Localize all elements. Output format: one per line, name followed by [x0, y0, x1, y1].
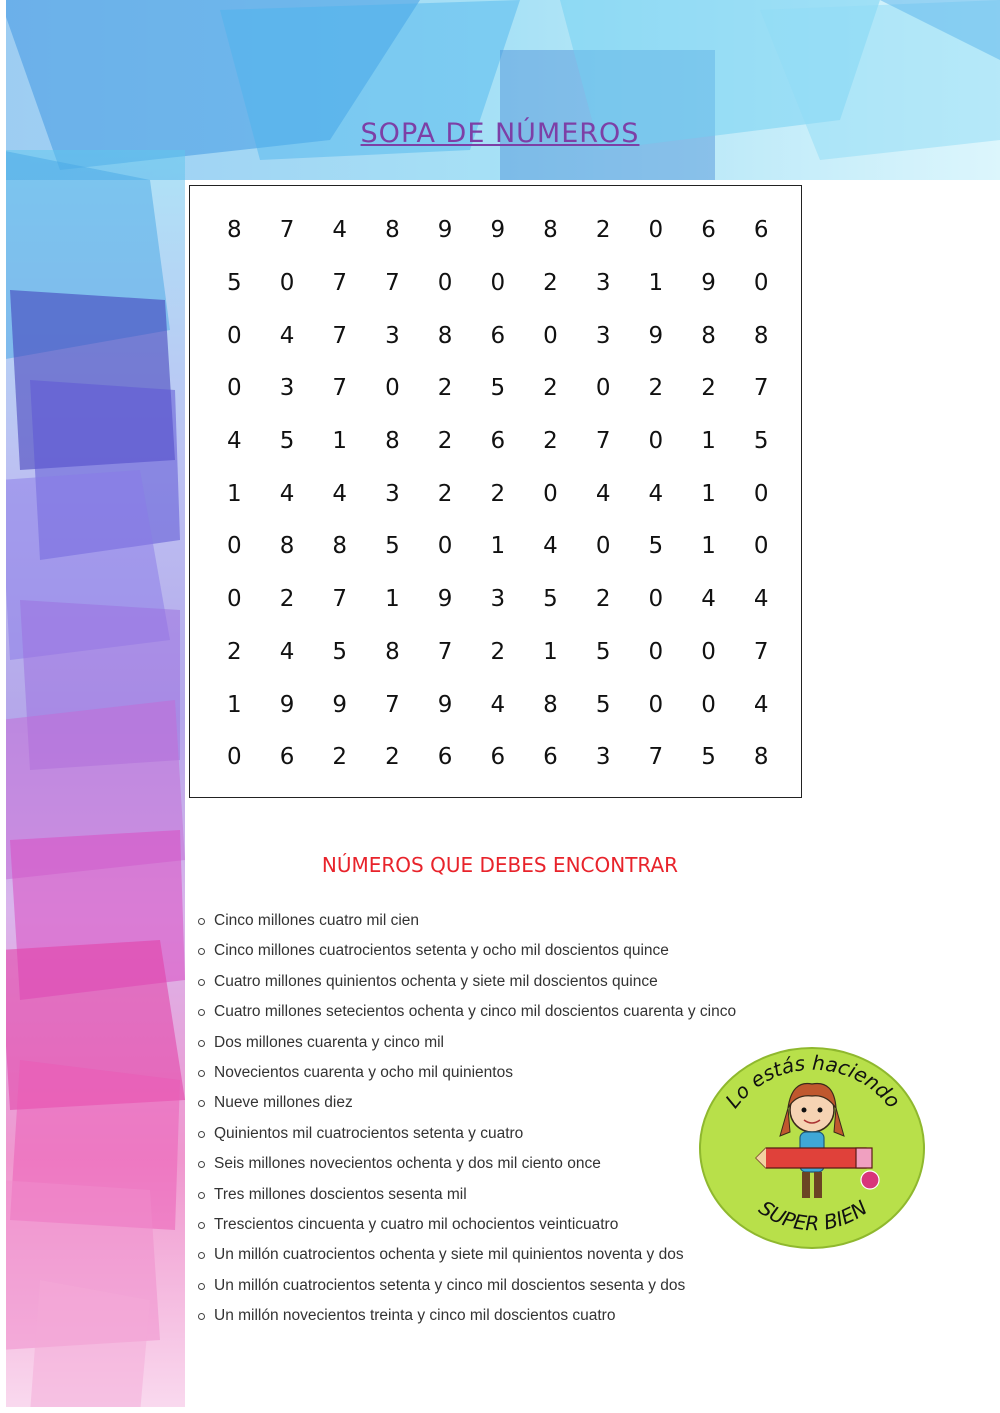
grid-cell[interactable]: 3 — [595, 322, 611, 349]
grid-cell[interactable]: 7 — [332, 375, 348, 402]
grid-cell[interactable]: 0 — [437, 270, 453, 297]
grid-cell[interactable]: 7 — [753, 375, 769, 402]
grid-cell[interactable]: 0 — [701, 638, 716, 665]
grid-cell[interactable]: 0 — [227, 586, 242, 613]
number-text: Quinientos mil cuatrocientos setenta y cuatro — [214, 1124, 524, 1142]
grid-cell[interactable]: 4 — [227, 428, 242, 455]
grid-cell[interactable]: 6 — [437, 744, 453, 771]
praise-badge — [696, 1040, 926, 1250]
grid-cell[interactable]: 2 — [437, 375, 453, 402]
number-text: Trescientos cincuenta y cuatro mil ochocientos veinticuatro — [214, 1215, 619, 1233]
grid-cell[interactable]: 4 — [648, 480, 664, 507]
grid-cell[interactable]: 2 — [437, 480, 453, 507]
number-list-item — [196, 1149, 736, 1179]
grid-cell[interactable]: 5 — [543, 586, 558, 613]
grid-cell[interactable]: 0 — [648, 586, 664, 613]
grid-cell[interactable]: 9 — [490, 217, 506, 244]
grid-cell[interactable]: 7 — [279, 217, 295, 244]
number-text: Novecientos cuarenta y ocho mil quinientos — [214, 1063, 513, 1081]
grid-cell[interactable]: 9 — [279, 691, 295, 718]
grid-cell[interactable]: 0 — [227, 744, 242, 771]
grid-cell[interactable]: 7 — [595, 428, 611, 455]
grid-cell[interactable]: 2 — [385, 744, 400, 771]
grid-cell[interactable]: 0 — [753, 270, 769, 297]
grid-cell[interactable]: 2 — [227, 638, 242, 665]
number-text: Nueve millones diez — [214, 1094, 353, 1112]
grid-cell[interactable]: 0 — [227, 322, 242, 349]
grid-cell[interactable]: 9 — [437, 586, 453, 613]
grid-cell[interactable]: 0 — [227, 533, 242, 560]
bullet-icon — [198, 1222, 205, 1229]
number-text: Seis millones novecientos ochenta y dos mil ciento once — [214, 1155, 601, 1173]
word-search-grid — [208, 204, 788, 784]
grid-cell[interactable]: 9 — [332, 691, 348, 718]
grid-cell[interactable]: 4 — [753, 586, 769, 613]
grid-cell[interactable]: 2 — [543, 375, 558, 402]
grid-cell[interactable]: 9 — [437, 217, 453, 244]
grid-cell[interactable]: 2 — [648, 375, 664, 402]
grid-cell[interactable]: 0 — [595, 533, 611, 560]
grid-cell[interactable]: 1 — [490, 533, 506, 560]
bullet-icon — [198, 1252, 205, 1259]
grid-cell[interactable]: 6 — [490, 744, 506, 771]
number-text: Un millón cuatrocientos setenta y cinco mil doscientos sesenta y dos — [214, 1276, 686, 1294]
grid-cell[interactable]: 1 — [543, 638, 558, 665]
bullet-icon — [198, 1192, 205, 1199]
grid-cell[interactable]: 8 — [753, 744, 769, 771]
grid-cell[interactable]: 3 — [595, 270, 611, 297]
number-text: Cuatro millones quinientos ochenta y siete mil doscientos quince — [214, 972, 658, 990]
grid-cell[interactable]: 1 — [332, 428, 348, 455]
grid-cell[interactable]: 7 — [332, 270, 348, 297]
grid-cell[interactable]: 2 — [543, 428, 558, 455]
numbers-list — [196, 906, 736, 1331]
bullet-icon — [198, 1161, 205, 1168]
bullet-icon — [198, 979, 205, 986]
grid-cell[interactable]: 4 — [332, 217, 348, 244]
number-text: Cinco millones cuatrocientos setenta y ocho mil doscientos quince — [214, 942, 669, 960]
grid-cell[interactable]: 8 — [437, 322, 453, 349]
grid-cell[interactable]: 4 — [543, 533, 558, 560]
grid-cell[interactable]: 1 — [701, 533, 716, 560]
grid-cell[interactable]: 1 — [227, 691, 242, 718]
grid-cell[interactable]: 2 — [279, 586, 295, 613]
grid-cell[interactable]: 1 — [227, 480, 242, 507]
grid-cell[interactable]: 5 — [595, 638, 611, 665]
grid-cell[interactable]: 5 — [332, 638, 348, 665]
number-list-item — [196, 1088, 736, 1118]
grid-cell[interactable]: 0 — [543, 480, 558, 507]
grid-cell[interactable]: 8 — [385, 217, 400, 244]
grid-cell[interactable]: 3 — [385, 480, 400, 507]
grid-cell[interactable]: 6 — [490, 428, 506, 455]
grid-cell[interactable]: 2 — [595, 586, 611, 613]
grid-cell[interactable]: 2 — [490, 638, 506, 665]
numbers-to-find-heading: NÚMEROS QUE DEBES ENCONTRAR — [321, 853, 679, 877]
grid-cell[interactable]: 8 — [385, 428, 400, 455]
bullet-icon — [198, 1100, 205, 1107]
bullet-icon — [198, 1070, 205, 1077]
grid-cell[interactable]: 0 — [648, 428, 664, 455]
grid-cell[interactable]: 2 — [595, 217, 611, 244]
grid-cell[interactable]: 7 — [385, 270, 400, 297]
bullet-icon — [198, 918, 205, 925]
grid-cell[interactable]: 5 — [279, 428, 295, 455]
grid-cell[interactable]: 2 — [490, 480, 506, 507]
grid-cell[interactable]: 8 — [227, 217, 242, 244]
number-text: Cinco millones cuatro mil cien — [214, 912, 420, 929]
grid-cell[interactable]: 0 — [543, 322, 558, 349]
grid-cell[interactable]: 0 — [490, 270, 506, 297]
grid-cell[interactable]: 0 — [701, 691, 716, 718]
grid-cell[interactable]: 2 — [437, 428, 453, 455]
number-text: Un millón cuatrocientos ochenta y siete mil quinientos noventa y dos — [214, 1246, 684, 1264]
page-title: SOPA DE NÚMEROS — [360, 118, 640, 149]
grid-cell[interactable]: 5 — [490, 375, 506, 402]
bullet-icon — [198, 1040, 205, 1047]
grid-cell[interactable]: 9 — [437, 691, 453, 718]
grid-cell[interactable]: 6 — [753, 217, 769, 244]
grid-cell[interactable]: 5 — [595, 691, 611, 718]
number-list-item — [196, 1210, 736, 1240]
number-list-item — [196, 1180, 736, 1210]
grid-cell[interactable]: 4 — [279, 480, 295, 507]
grid-cell[interactable]: 7 — [437, 638, 453, 665]
grid-cell[interactable]: 3 — [595, 744, 611, 771]
badge-top-text: Lo estás haciendo — [720, 1050, 906, 1113]
number-list-item — [196, 1119, 736, 1149]
grid-cell[interactable]: 0 — [753, 480, 769, 507]
grid-cell[interactable]: 8 — [279, 533, 295, 560]
number-list-item — [196, 1028, 736, 1058]
grid-cell[interactable]: 5 — [701, 744, 716, 771]
grid-cell[interactable]: 7 — [332, 586, 348, 613]
grid-cell[interactable]: 6 — [490, 322, 506, 349]
grid-cell[interactable]: 1 — [648, 270, 664, 297]
number-list-item — [196, 1271, 736, 1301]
bullet-icon — [198, 1313, 205, 1320]
grid-cell[interactable]: 1 — [385, 586, 400, 613]
grid-cell[interactable]: 9 — [701, 270, 716, 297]
grid-cell[interactable]: 0 — [648, 638, 664, 665]
grid-cell[interactable]: 0 — [279, 270, 295, 297]
badge-bottom-text: SUPER BIEN — [754, 1195, 872, 1236]
grid-cell[interactable]: 0 — [437, 533, 453, 560]
bullet-icon — [198, 1131, 205, 1138]
grid-cell[interactable]: 7 — [648, 744, 664, 771]
grid-cell[interactable]: 8 — [332, 533, 348, 560]
grid-cell[interactable]: 4 — [490, 691, 506, 718]
number-list-item — [196, 1240, 736, 1270]
grid-cell[interactable]: 0 — [753, 533, 769, 560]
bullet-icon — [198, 1009, 205, 1016]
grid-cell[interactable]: 1 — [701, 428, 716, 455]
grid-cell[interactable]: 6 — [279, 744, 295, 771]
grid-cell[interactable]: 0 — [227, 375, 242, 402]
grid-cell[interactable]: 2 — [332, 744, 348, 771]
bullet-icon — [198, 948, 205, 955]
grid-cell[interactable]: 1 — [701, 480, 716, 507]
grid-cell[interactable]: 5 — [648, 533, 664, 560]
number-list-item — [196, 906, 736, 936]
grid-cell[interactable]: 4 — [332, 480, 348, 507]
grid-cell[interactable]: 5 — [385, 533, 400, 560]
grid-cell[interactable]: 3 — [279, 375, 295, 402]
grid-cell[interactable]: 7 — [385, 691, 400, 718]
number-list-item — [196, 1058, 736, 1088]
grid-cell[interactable]: 3 — [490, 586, 506, 613]
grid-cell[interactable]: 3 — [385, 322, 400, 349]
grid-cell[interactable]: 6 — [701, 217, 716, 244]
grid-cell[interactable]: 0 — [385, 375, 400, 402]
grid-cell[interactable]: 4 — [753, 691, 769, 718]
number-list-item — [196, 967, 736, 997]
grid-cell[interactable]: 0 — [595, 375, 611, 402]
grid-cell[interactable]: 8 — [701, 322, 716, 349]
grid-cell[interactable]: 5 — [227, 270, 242, 297]
grid-cell[interactable]: 8 — [753, 322, 769, 349]
grid-cell[interactable]: 2 — [701, 375, 716, 402]
word-search-grid-box — [189, 185, 802, 798]
grid-cell[interactable]: 4 — [279, 322, 295, 349]
grid-cell[interactable]: 4 — [595, 480, 611, 507]
grid-cell[interactable]: 9 — [648, 322, 664, 349]
grid-cell[interactable]: 5 — [753, 428, 769, 455]
number-text: Cuatro millones setecientos ochenta y cinco mil doscientos cuarenta y cinco — [214, 1003, 737, 1021]
grid-cell[interactable]: 7 — [753, 638, 769, 665]
number-text: Dos millones cuarenta y cinco mil — [214, 1033, 445, 1051]
grid-cell[interactable]: 0 — [648, 691, 664, 718]
grid-cell[interactable]: 2 — [543, 270, 558, 297]
number-text: Un millón novecientos treinta y cinco mil doscientos cuatro — [214, 1307, 616, 1325]
number-list-item — [196, 1301, 736, 1331]
grid-cell[interactable]: 8 — [385, 638, 400, 665]
grid-cell[interactable]: 8 — [543, 217, 558, 244]
number-list-item — [196, 997, 736, 1027]
grid-cell[interactable]: 6 — [543, 744, 558, 771]
number-list-item — [196, 936, 736, 966]
grid-cell[interactable]: 4 — [279, 638, 295, 665]
grid-cell[interactable]: 4 — [701, 586, 716, 613]
number-text: Tres millones doscientos sesenta mil — [214, 1185, 467, 1203]
grid-cell[interactable]: 0 — [648, 217, 664, 244]
bullet-icon — [198, 1283, 205, 1290]
grid-cell[interactable]: 8 — [543, 691, 558, 718]
grid-cell[interactable]: 7 — [332, 322, 348, 349]
